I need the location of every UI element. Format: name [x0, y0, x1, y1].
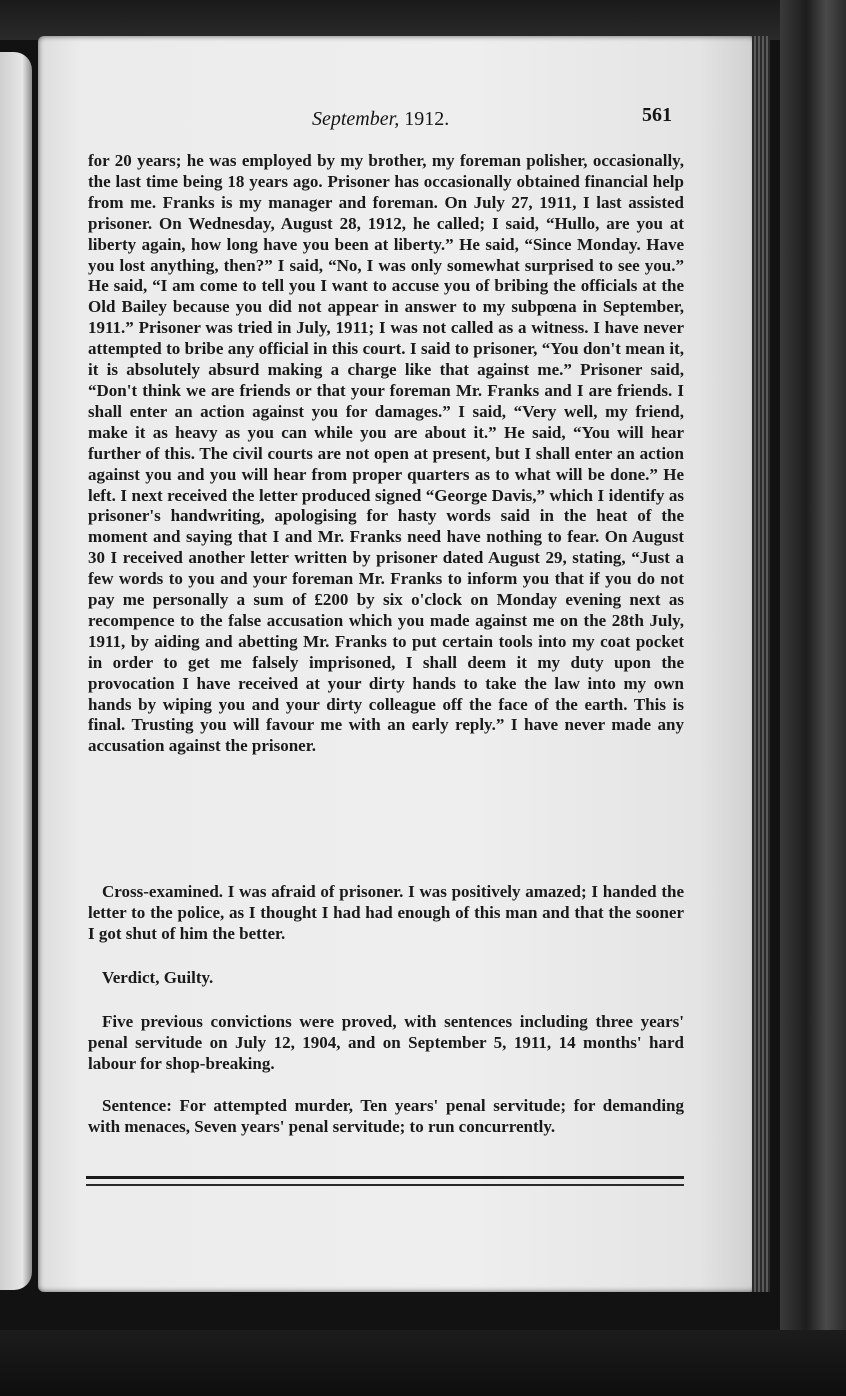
running-title-year: 1912.: [404, 108, 450, 130]
previous-convictions-paragraph: Five previous convictions were proved, with sentences including three years' penal servitude on July 12, 1904, and on September 5, 1911, 14 months' hard labour for shop-breaking.: [88, 1012, 684, 1073]
testimony-paragraph: for 20 years; he was employed by my brother, my foreman polisher, occasionally, the last time being 18 years ago. Prisoner has occasionally obtained financial help from me. Franks is my manager and foreman. On July 27, 1911, I last assisted prisoner. On Wednesday, August 28, 1912, he called; I said, “Hullo, are you at liberty again, how long have you been at liberty.” He said, “Since Monday. Have you lost anything, then?” I said, “No, I was only somewhat surprised to see you.” He said, “I am come to tell you I want to accuse you of bribing the officials at the Old Bailey because you did not appear in answer to my subpœna in September, 1911.” Prisoner was tried in July, 1911; I was not called as a witness. I have never attempted to bribe any official in this court. I said to prisoner, “You don't mean it, it is absolutely absurd making a charge like that against me.” Prisoner said, “Don't think we are friends or that your foreman Mr. Franks and I are friends. I shall enter an action against you for damages.” I said, “Very well, my friend, make it as heavy as you can while you are about it.” He said, “You will hear further of this. The civil courts are not open at present, but I shall enter an action against you and you will hear from proper quarters as to what will be done.” He left. I next received the letter produced signed “George Davis,” which I identify as prisoner's handwriting, apologising for hasty words said in the heat of the moment and saying that I and Mr. Franks need have nothing to fear. On August 30 I received another letter written by prisoner dated August 29, stating, “Just a few words to you and your foreman Mr. Franks to inform you that if you do not pay me personally a sum of £200 by six o'clock on Monday evening next as recompence to the false accusation which you made against me on the 28th July, 1911, by aiding and abetting Mr. Franks to put certain tools into my coat pocket in order to get me falsely imprisoned, I shall deem it my duty upon the provocation I have received at your dirty hands to take the law into my own hands by wiping you and your dirty colleague off the face of the earth. This is final. Trusting you will favour me with an early reply.” I have never made any accusation against the prisoner.: [88, 151, 684, 756]
closing-rule-thin: [86, 1184, 684, 1186]
scan-right-border: [780, 0, 846, 1396]
verdict-paragraph: Verdict, Guilty.: [102, 968, 214, 987]
page-header: [0, 80, 846, 130]
sentence-paragraph: Sentence: For attempted murder, Ten years' penal servitude; for demanding with menaces, Seven years' penal servitude; to run concurrently.: [88, 1096, 684, 1136]
closing-rule-thick: [86, 1176, 684, 1179]
running-title-month: September,: [312, 108, 400, 130]
page-number: 561: [642, 104, 672, 126]
running-title: [312, 108, 449, 131]
facing-page-edge: [0, 52, 32, 1290]
scan-bottom-border: [0, 1330, 846, 1396]
page-stack-edge: [752, 36, 770, 1292]
cross-examination-paragraph: Cross-examined. I was afraid of prisoner. I was positively amazed; I handed the letter to the police, as I thought I had had enough of this man and that the sooner I got shut of him the better.: [88, 882, 684, 943]
scan-top-border: [0, 0, 846, 40]
